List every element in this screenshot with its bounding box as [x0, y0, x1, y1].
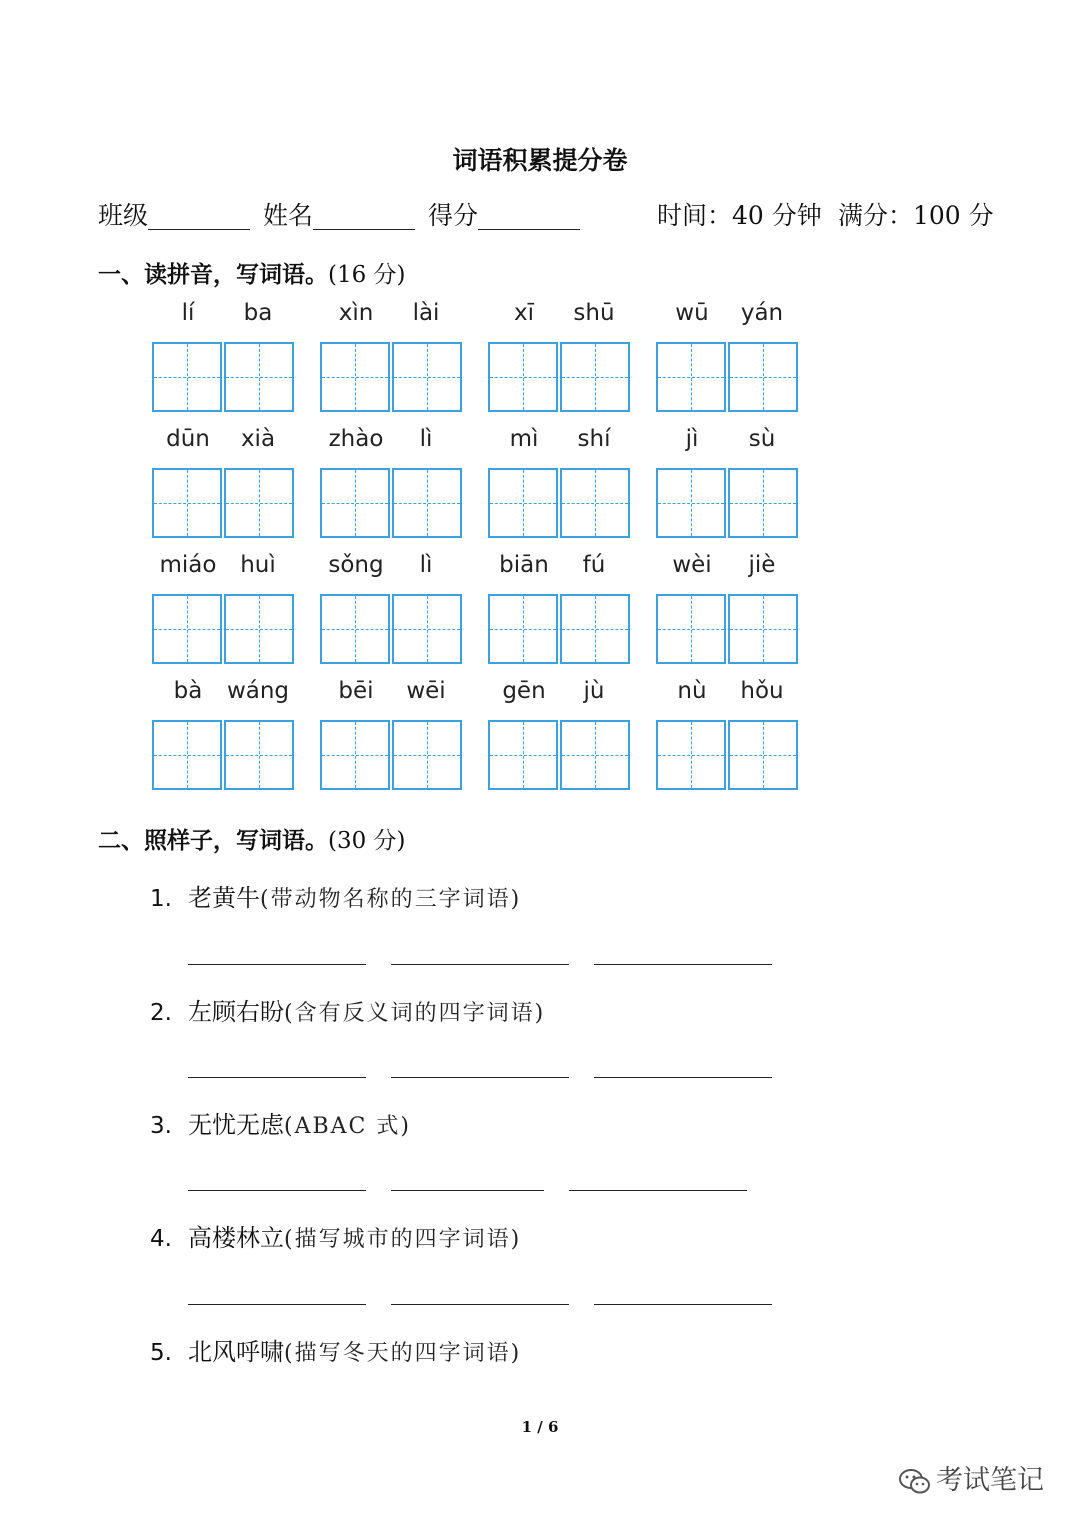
- page-title: 词语积累提分卷: [452, 146, 628, 175]
- writing-cell[interactable]: [728, 720, 798, 790]
- score-label: 得分: [428, 201, 479, 230]
- question-number: 4.: [150, 1226, 172, 1252]
- question-hint: (带动物名称的三字词语): [260, 887, 522, 912]
- pinyin-item: [656, 300, 800, 410]
- pinyin-label: bà: [173, 678, 203, 704]
- time-label: 时间：40 分钟: [657, 201, 822, 230]
- writing-cell[interactable]: [488, 468, 558, 538]
- pinyin-label: lì: [419, 426, 433, 452]
- pinyin-label: miáo: [159, 552, 217, 578]
- writing-cell[interactable]: [656, 594, 726, 664]
- writing-cell[interactable]: [152, 720, 222, 790]
- pinyin-label: gēn: [502, 678, 546, 704]
- pinyin-label: lài: [412, 300, 440, 326]
- writing-cell[interactable]: [224, 342, 294, 412]
- pinyin-item: [488, 426, 632, 536]
- answer-line[interactable]: [391, 1304, 569, 1305]
- pinyin-item: [152, 300, 296, 410]
- writing-cell[interactable]: [152, 468, 222, 538]
- writing-cell[interactable]: [152, 342, 222, 412]
- pinyin-label: bēi: [338, 678, 374, 704]
- writing-cell[interactable]: [488, 342, 558, 412]
- pinyin-item: [152, 426, 296, 536]
- section2-points: (30 分): [328, 828, 406, 854]
- writing-cell[interactable]: [392, 342, 462, 412]
- example-word: 高楼林立: [188, 1224, 284, 1252]
- question-3: [150, 1105, 411, 1140]
- pinyin-label: zhào: [328, 426, 384, 452]
- question-hint: (含有反义词的四字词语): [284, 1001, 546, 1026]
- section1-points: (16 分): [328, 262, 406, 288]
- pinyin-item: [656, 678, 800, 788]
- writing-cell[interactable]: [320, 342, 390, 412]
- watermark: [898, 1458, 1044, 1497]
- pinyin-item: [488, 300, 632, 410]
- pinyin-label: wáng: [226, 678, 290, 704]
- writing-cell[interactable]: [224, 720, 294, 790]
- writing-cell[interactable]: [392, 594, 462, 664]
- answer-line[interactable]: [594, 964, 772, 965]
- section1-heading: [98, 256, 406, 289]
- writing-cell[interactable]: [560, 468, 630, 538]
- example-word: 老黄牛: [188, 884, 260, 912]
- pinyin-label: xī: [513, 300, 534, 326]
- pinyin-label: yán: [740, 300, 784, 326]
- pinyin-item: [320, 678, 464, 788]
- pinyin-label: xià: [240, 426, 276, 452]
- writing-cell[interactable]: [320, 720, 390, 790]
- answer-line[interactable]: [594, 1304, 772, 1305]
- answer-line[interactable]: [188, 1077, 366, 1078]
- pinyin-label: fú: [582, 552, 606, 578]
- pinyin-label: sǒng: [328, 552, 384, 578]
- pinyin-item: [320, 426, 464, 536]
- pinyin-item: [488, 552, 632, 662]
- pinyin-label: xìn: [338, 300, 374, 326]
- pinyin-label: wū: [675, 300, 709, 326]
- writing-cell[interactable]: [728, 468, 798, 538]
- answer-line[interactable]: [188, 964, 366, 965]
- pinyin-label: hǒu: [740, 678, 784, 704]
- writing-cell[interactable]: [488, 594, 558, 664]
- writing-cell[interactable]: [392, 468, 462, 538]
- page-number: 1 / 6: [521, 1418, 559, 1436]
- class-label: 班级: [98, 201, 149, 230]
- question-4: [150, 1218, 521, 1253]
- section2-title: 二、照样子，写词语。: [98, 828, 328, 854]
- pinyin-label: sù: [748, 426, 776, 452]
- pinyin-label: lì: [419, 552, 433, 578]
- section1-title: 一、读拼音，写词语。: [98, 262, 328, 288]
- pinyin-label: dūn: [166, 426, 210, 452]
- pinyin-item: [320, 300, 464, 410]
- class-field[interactable]: [148, 229, 250, 230]
- pinyin-label: shí: [577, 426, 611, 452]
- writing-cell[interactable]: [224, 468, 294, 538]
- question-5: [150, 1332, 521, 1367]
- answer-line[interactable]: [188, 1190, 366, 1191]
- question-number: 3.: [150, 1113, 172, 1139]
- watermark-text: 考试笔记: [936, 1465, 1044, 1496]
- example-word: 无忧无虑: [188, 1111, 284, 1139]
- writing-cell[interactable]: [320, 594, 390, 664]
- section2-heading: [98, 822, 406, 855]
- pinyin-item: [656, 426, 800, 536]
- question-number: 1.: [150, 886, 172, 912]
- writing-cell[interactable]: [392, 720, 462, 790]
- pinyin-label: wēi: [406, 678, 446, 704]
- pinyin-label: jiè: [748, 552, 776, 578]
- writing-cell[interactable]: [224, 594, 294, 664]
- pinyin-label: lí: [181, 300, 195, 326]
- pinyin-label: huì: [240, 552, 276, 578]
- pinyin-item: [152, 552, 296, 662]
- pinyin-label: jì: [685, 426, 699, 452]
- name-field[interactable]: [313, 229, 415, 230]
- answer-line[interactable]: [391, 1190, 544, 1191]
- question-hint: (描写城市的四字词语): [284, 1227, 522, 1252]
- pinyin-item: [320, 552, 464, 662]
- pinyin-item: [152, 678, 296, 788]
- writing-cell[interactable]: [560, 720, 630, 790]
- example-word: 左顾右盼: [188, 998, 284, 1026]
- writing-cell[interactable]: [152, 594, 222, 664]
- pinyin-label: mì: [509, 426, 539, 452]
- question-hint: (ABAC 式): [284, 1114, 411, 1139]
- example-word: 北风呼啸: [188, 1338, 284, 1366]
- writing-cell[interactable]: [560, 342, 630, 412]
- pinyin-label: wèi: [672, 552, 712, 578]
- writing-cell[interactable]: [656, 468, 726, 538]
- pinyin-item: [656, 552, 800, 662]
- full-score-label: 满分：100 分: [838, 201, 994, 230]
- name-label: 姓名: [263, 201, 314, 230]
- writing-cell[interactable]: [728, 342, 798, 412]
- pinyin-label: jù: [583, 678, 605, 704]
- question-number: 5.: [150, 1340, 172, 1366]
- score-field[interactable]: [478, 229, 580, 230]
- pinyin-label: nù: [677, 678, 707, 704]
- answer-line[interactable]: [188, 1304, 366, 1305]
- question-2: [150, 992, 545, 1027]
- writing-cell[interactable]: [320, 468, 390, 538]
- pinyin-label: biān: [499, 552, 549, 578]
- answer-line[interactable]: [391, 1077, 569, 1078]
- question-1: [150, 878, 521, 913]
- writing-cell[interactable]: [728, 594, 798, 664]
- question-number: 2.: [150, 1000, 172, 1026]
- pinyin-label: shū: [573, 300, 615, 326]
- wechat-icon: [898, 1468, 932, 1496]
- writing-cell[interactable]: [656, 720, 726, 790]
- question-hint: (描写冬天的四字词语): [284, 1341, 522, 1366]
- pinyin-item: [488, 678, 632, 788]
- answer-line[interactable]: [594, 1077, 772, 1078]
- pinyin-label: ba: [243, 300, 273, 326]
- answer-line[interactable]: [391, 964, 569, 965]
- writing-cell[interactable]: [560, 594, 630, 664]
- writing-cell[interactable]: [488, 720, 558, 790]
- writing-cell[interactable]: [656, 342, 726, 412]
- answer-line[interactable]: [569, 1190, 747, 1191]
